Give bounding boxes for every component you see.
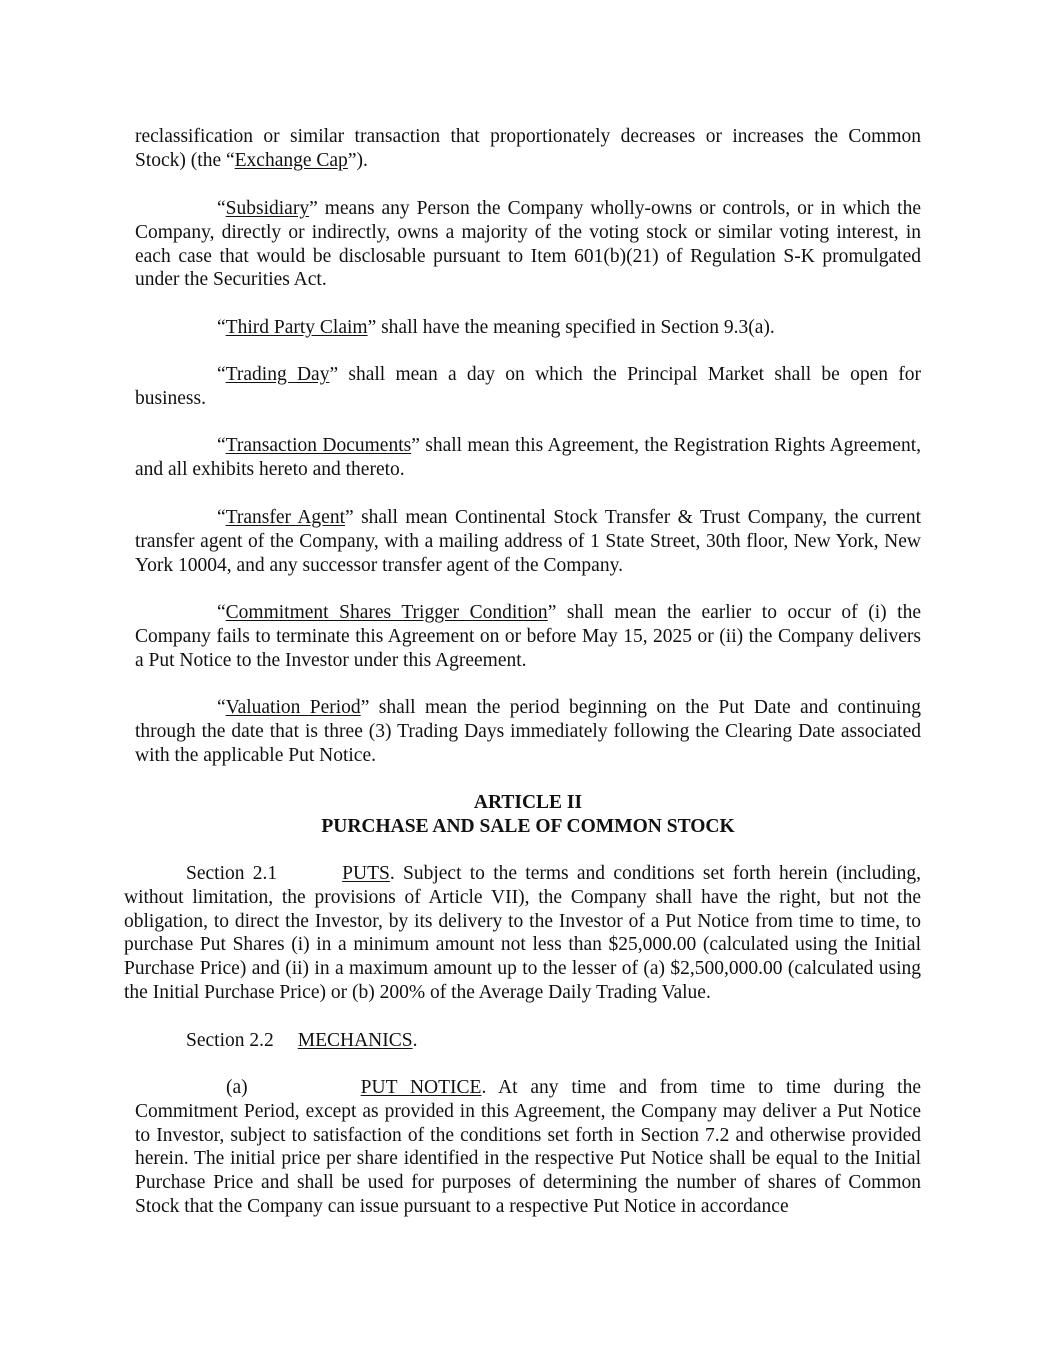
section-heading: MECHANICS [297, 1030, 413, 1051]
defined-term: Trading Day [225, 364, 330, 385]
definition-text: ” shall mean Continental Stock Transfer & Trust Company, the current transfer agent of the Company, with a mailing address of 1 State Street, 30th floor, New York, New York 10004, and any successor transfer agent of the Company. [135, 507, 922, 576]
defined-term: Valuation Period [225, 697, 361, 718]
section-2-1 [124, 862, 921, 1005]
open-quote: “ [217, 198, 226, 219]
open-quote: “ [217, 507, 226, 528]
definition-valuation-period [135, 696, 921, 767]
subsection-heading: PUT NOTICE [360, 1077, 482, 1098]
subsection-label: (a) [226, 1077, 248, 1098]
defined-term: Exchange Cap [234, 149, 348, 171]
open-quote: “ [217, 435, 226, 456]
article-number: ARTICLE II [473, 792, 583, 813]
definition-text: ” means any Person the Company wholly-owns or controls, or in which the Company, directly or indirectly, owns a majority of the voting stock or similar voting interest, in each case that would be disclosable pursuant to Item 601(b)(21) of Regulation S-K promulgated under the Securities Act. [135, 198, 921, 291]
section-heading: PUTS [342, 863, 390, 884]
defined-term: Commitment Shares Trigger Condition [225, 602, 548, 623]
definition-transfer-agent [135, 506, 921, 577]
section-text: . [412, 1030, 418, 1051]
defined-term: Transaction Documents [225, 435, 412, 456]
section-label: Section 2.2 [186, 1030, 274, 1051]
definition-subsidiary [135, 197, 921, 292]
definition-text: ” shall mean the period beginning on the Put Date and continuing through the date that is three (3) Trading Days immediately following the Clearing Date associated with the applicable Put Notice. [135, 697, 921, 766]
defined-term: Transfer Agent [225, 507, 346, 528]
definition-text: ” shall mean the earlier to occur of (i) the Company fails to terminate this Agreement on or before May 15, 2025 or (ii) the Company delivers a Put Notice to the Investor under this Agreement. [135, 602, 921, 671]
definition-commitment-shares-trigger [135, 601, 921, 672]
section-label: Section 2.1 [186, 863, 278, 884]
definition-text: ” shall mean a day on which the Principal Market shall be open for business. [135, 364, 921, 409]
section-2-2 [124, 1029, 921, 1053]
definition-transaction-documents [135, 434, 921, 482]
open-quote: “ [217, 602, 226, 623]
defined-term: Subsidiary [225, 198, 310, 219]
definition-trading-day [135, 363, 921, 411]
paragraph-text: ”). [347, 149, 368, 171]
definition-third-party-claim [135, 316, 921, 340]
open-quote: “ [217, 364, 226, 385]
open-quote: “ [217, 697, 226, 718]
definition-text: ” shall mean this Agreement, the Registration Rights Agreement, and all exhibits hereto and thereto. [135, 435, 921, 480]
defined-term: Third Party Claim [225, 317, 368, 338]
subsection-text: . At any time and from time to time during the Commitment Period, except as provided in this Agreement, the Company may deliver a Put Notice to Investor, subject to satisfaction of the conditions set forth in Section 7.2 and otherwise provided herein. The initial price per share identified in the respective Put Notice shall be equal to the Initial Purchase Price and shall be used for purposes of determining the number of shares of Common Stock that the Company can issue pursuant to a respective Put Notice in accordance [135, 1077, 921, 1217]
paragraph-text: reclassification or similar transaction that proportionately decreases or increases the Common Stock) (the “ [135, 126, 921, 171]
section-text: . Subject to the terms and conditions set forth herein (including, without limitation, the provisions of Article VII), the Company shall have the right, but not the obligation, to direct the Investor, by its delivery to the Investor of a Put Notice from time to time, to purchase Put Shares (i) in a minimum amount not less than $25,000.00 (calculated using the Initial Purchase Price) and (ii) in a maximum amount up to the lesser of (a) $2,500,000.00 (calculated using the Initial Purchase Price) or (b) 200% of the Average Daily Trading Value. [124, 863, 921, 1003]
article-title: PURCHASE AND SALE OF COMMON STOCK [321, 816, 735, 837]
subsection-a-put-notice [135, 1076, 921, 1219]
definition-text: ” shall have the meaning specified in Section 9.3(a). [367, 317, 775, 338]
open-quote: “ [217, 317, 226, 338]
paragraph-exchange-cap [135, 125, 921, 173]
